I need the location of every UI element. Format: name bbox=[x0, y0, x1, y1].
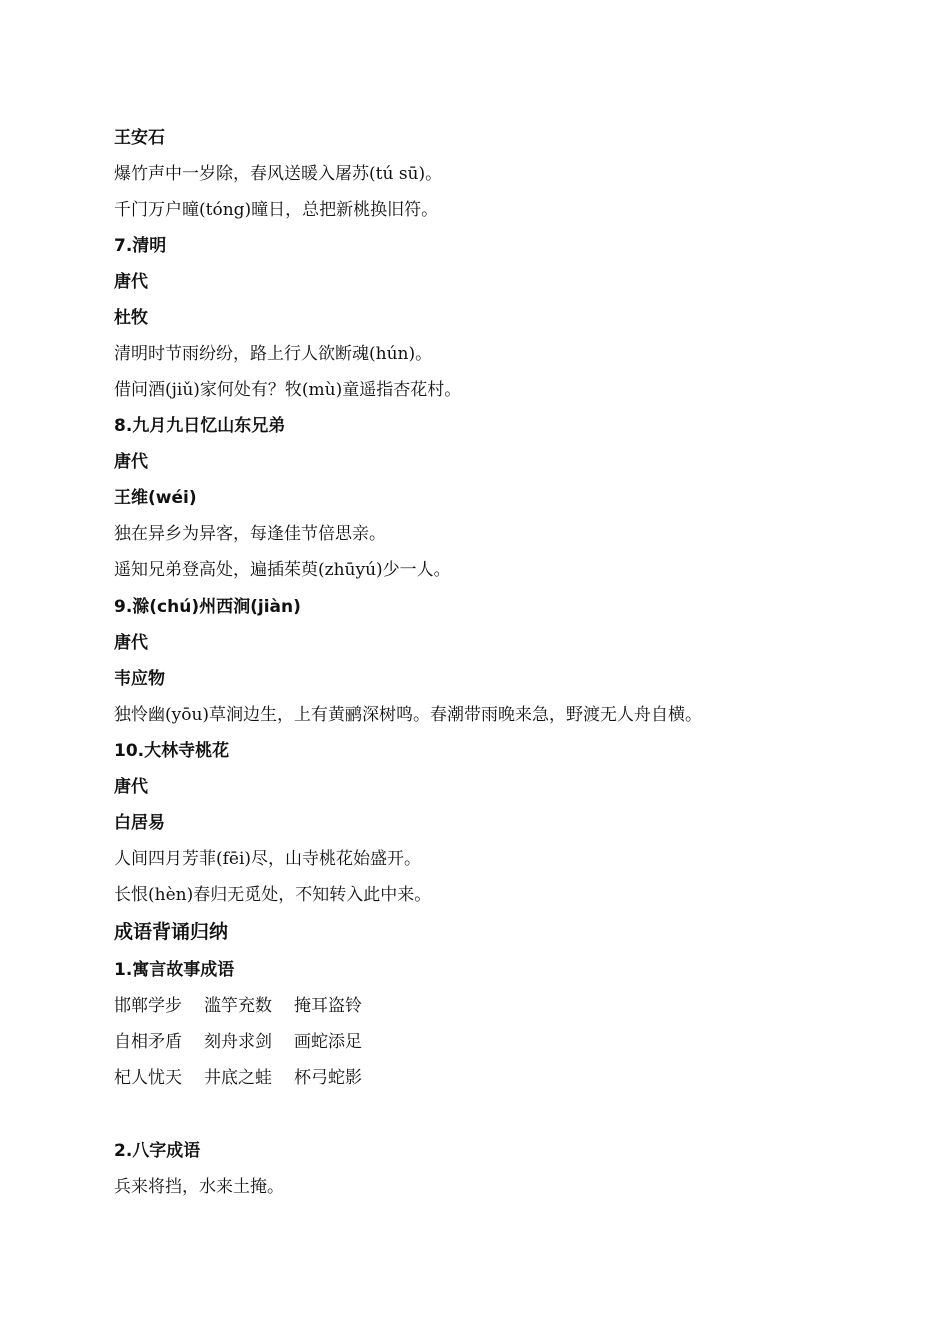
idiom-item: 井底之蛙 bbox=[204, 1068, 272, 1088]
poem10-title: 10.大林寺桃花 bbox=[114, 741, 230, 761]
idiom-row bbox=[114, 1031, 930, 1053]
poem10-author: 白居易 bbox=[114, 813, 165, 833]
idioms-section2-line1: 兵来将挡，水来土掩。 bbox=[114, 1177, 284, 1197]
poem7-title: 7.清明 bbox=[114, 236, 167, 256]
poem9-line1: 独怜幽(yōu)草涧边生，上有黄鹂深树鸣。春潮带雨晚来急，野渡无人舟自横。 bbox=[114, 705, 703, 725]
idiom-item: 自相矛盾 bbox=[114, 1032, 182, 1052]
poem10-dynasty: 唐代 bbox=[114, 777, 148, 797]
idiom-item: 滥竽充数 bbox=[204, 996, 272, 1016]
idiom-item: 杞人忧天 bbox=[114, 1068, 182, 1088]
poem10-line2: 长恨(hèn)春归无觅处，不知转入此中来。 bbox=[114, 885, 432, 905]
poem7-author: 杜牧 bbox=[114, 308, 148, 328]
poem8-title: 8.九月九日忆山东兄弟 bbox=[114, 416, 286, 436]
idioms-section2-title: 2.八字成语 bbox=[114, 1141, 201, 1161]
idiom-item: 掩耳盗铃 bbox=[294, 996, 362, 1016]
idiom-item: 刻舟求剑 bbox=[204, 1032, 272, 1052]
idiom-item: 邯郸学步 bbox=[114, 996, 182, 1016]
idioms-section1-title: 1.寓言故事成语 bbox=[114, 960, 235, 980]
poem6-author: 王安石 bbox=[114, 128, 165, 148]
poem10-line1: 人间四月芳菲(fēi)尽，山寺桃花始盛开。 bbox=[114, 849, 422, 869]
poem6-line1: 爆竹声中一岁除，春风送暖入屠苏(tú sū)。 bbox=[114, 164, 443, 184]
poem9-dynasty: 唐代 bbox=[114, 633, 148, 653]
idiom-row bbox=[114, 1067, 930, 1089]
poem7-line2: 借问酒(jiǔ)家何处有？牧(mù)童遥指杏花村。 bbox=[114, 380, 462, 400]
idioms-heading: 成语背诵归纳 bbox=[114, 921, 229, 943]
idiom-item: 画蛇添足 bbox=[294, 1032, 362, 1052]
poem8-author: 王维(wéi) bbox=[114, 488, 197, 508]
idiom-item: 杯弓蛇影 bbox=[294, 1068, 362, 1088]
idiom-row bbox=[114, 995, 930, 1017]
poem7-line1: 清明时节雨纷纷，路上行人欲断魂(hún)。 bbox=[114, 344, 433, 364]
poem8-line2: 遥知兄弟登高处，遍插茱萸(zhūyú)少一人。 bbox=[114, 560, 451, 580]
poem9-title: 9.滁(chú)州西涧(jiàn) bbox=[114, 597, 301, 617]
poem8-line1: 独在异乡为异客，每逢佳节倍思亲。 bbox=[114, 524, 386, 544]
poem7-dynasty: 唐代 bbox=[114, 272, 148, 292]
poem6-line2: 千门万户曈(tóng)曈日，总把新桃换旧符。 bbox=[114, 200, 439, 220]
poem8-dynasty: 唐代 bbox=[114, 452, 148, 472]
poem9-author: 韦应物 bbox=[114, 669, 165, 689]
